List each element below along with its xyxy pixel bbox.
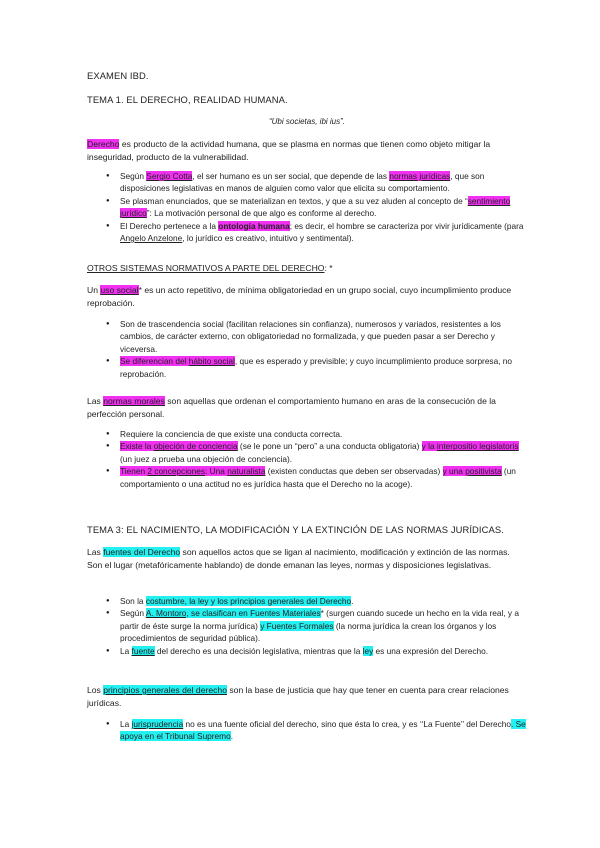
list-item: ● Tienen 2 concepciones: Una naturalista (existen conductas que deben ser observadas) y una positivista (un comportamiento o una actitud no es jurídica hasta que el Derecho no la acoge). [107,465,527,490]
angelo-anzelone: Angelo Anzelone [120,233,183,244]
principios-definition: Los principios generales del derecho son la base de justicia que hay que tener en cuenta para crear relaciones jurídicas. [87,685,509,708]
normas-morales-bullets [107,428,527,490]
list-item: ● Son la costumbre, la ley y los principios generales del Derecho. [107,595,527,607]
tema3-heading: TEMA 3: EL NACIMIENTO, LA MODIFICACIÓN Y LA EXTINCIÓN DE LAS NORMAS JURÍDICAS. [87,524,504,535]
highlight-jurisprudencia: jurisprudencia [131,719,184,729]
list-item: ● Según A. Montoro, se clasifican en Fuentes Materiales* (surgen cuando sucede un hecho en la vida real, y a partir de éste surge la norma jurídica) y Fuentes Formales (la norma jurídica la crean los órganos y los procedimientos de seguridad pública). [107,607,527,644]
list-item: ● Se diferencian del hábito social, que es esperado y previsible; y cuyo incumplimiento produce sorpresa, no reprobación. [107,355,527,380]
jurisprudencia-bullets [107,718,527,743]
highlight-normas-morales: normas morales [103,396,165,406]
highlight-fuentes-formales: y Fuentes Formales [260,620,334,631]
otros-sistemas-heading: OTROS SISTEMAS NORMATIVOS A PARTE DEL DERECHO: * [87,263,333,273]
epigraph-quote: “Ubi societas, ibi ius”. [268,117,346,126]
highlight-habito-social: hábito social [188,356,235,367]
tema1-bullet-list [107,170,527,244]
list-item: ● Requiere la conciencia de que existe una conducta correcta. [107,428,527,440]
highlight-sergio-cotta: Sergio Cotta [146,171,193,181]
highlight-costumbre-ley-principios: costumbre, la ley y los principios generales del Derecho [145,596,352,606]
list-item: ● La fuente del derecho es una decisión legislativa, mientras que la ley es una expresión del Derecho. [107,645,527,657]
tema1-heading: TEMA 1. EL DERECHO, REALIDAD HUMANA. [87,94,288,105]
highlight-tribunal-supremo: . Se apoya en el Tribunal Supremo [120,719,526,742]
list-item: ● Según Sergio Cotta, el ser humano es un ser social, que depende de las normas jurídicas, que son disposiciones legislativas en manos de alguien como valor que elicita su comportamiento. [107,170,527,195]
list-item: ● Son de trascendencia social (facilitan relaciones sin confianza), numerosos y variados, resistentes a los cambios, de carácter externo, con obligatoriedad no formalizada, y que pueden pasar a ser Derecho y viceversa. [107,318,527,355]
highlight-fuentes-del-derecho: fuentes del Derecho [103,547,181,557]
highlight-2-concepciones: 2 concepciones [147,466,206,477]
highlight-sentimiento-juridico: sentimiento jurídico [120,195,511,219]
highlight-a-montoro: A. Montoro [145,608,187,619]
highlight-uso-social: uso social [100,285,139,295]
uso-social-bullets [107,318,527,380]
list-item: ● La jurisprudencia no es una fuente oficial del derecho, sino que ésta lo crea, y es ‘‘La Fuente’’ del Derecho. Se apoya en el Tribunal Supremo. [107,718,527,743]
list-item: ● Se plasman enunciados, que se materializan en textos, y que a su vez aluden al concepto de “sentimiento jurídico”: La motivación personal de que algo es conforme al derecho. [107,195,527,220]
fuentes-bullets [107,595,527,657]
list-item: ● El Derecho pertenece a la ontología humana; es decir, el hombre se caracteriza por vivir jurídicamente (para Angelo Anzelone, lo jurídico es creativo, intuitivo y sentimental). [107,220,527,245]
highlight-objecion-conciencia: objeción de conciencia [153,441,238,452]
normas-morales-definition: Las normas morales son aquellas que ordenan el comportamiento humano en aras de la consecución de la perfección personal. [87,396,496,419]
highlight-ontologia-humana: ontología humana [218,220,290,231]
document-title: EXAMEN IBD. [87,70,149,81]
highlight-ley: ley [362,645,374,656]
highlight-normas-juridicas: normas jurídicas [389,171,451,181]
fuentes-definition: Las fuentes del Derecho son aquellos actos que se ligan al nacimiento, modificación y extinción de las normas. Son el lugar (metafóricamente hablando) de donde emanan las leyes, normas y disposiciones legislativas. [87,547,510,570]
highlight-derecho: Derecho [87,139,120,149]
highlight-fuente: fuente [131,645,155,656]
derecho-definition: Derecho es producto de la actividad humana, que se plasma en normas que tienen como objeto mitigar la inseguridad, producto de la vulnerabilidad. [87,139,491,162]
highlight-positivista: positivista [465,466,502,477]
highlight-principios-generales: principios generales del derecho [103,685,227,695]
highlight-naturalista: naturalista [227,466,266,477]
highlight-interpositio-legislatoris: interpositio legislatoris [436,441,519,452]
uso-social-definition: Un uso social* es un acto repetitivo, de mínima obligatoriedad en un grupo social, cuyo incumplimiento produce reprobación. [87,285,512,308]
list-item: ● Existe la objeción de conciencia (se le pone un “pero” a una conducta obligatoria) y la interpositio legislatoris (un juez a prueba una objeción de conciencia). [107,440,527,465]
